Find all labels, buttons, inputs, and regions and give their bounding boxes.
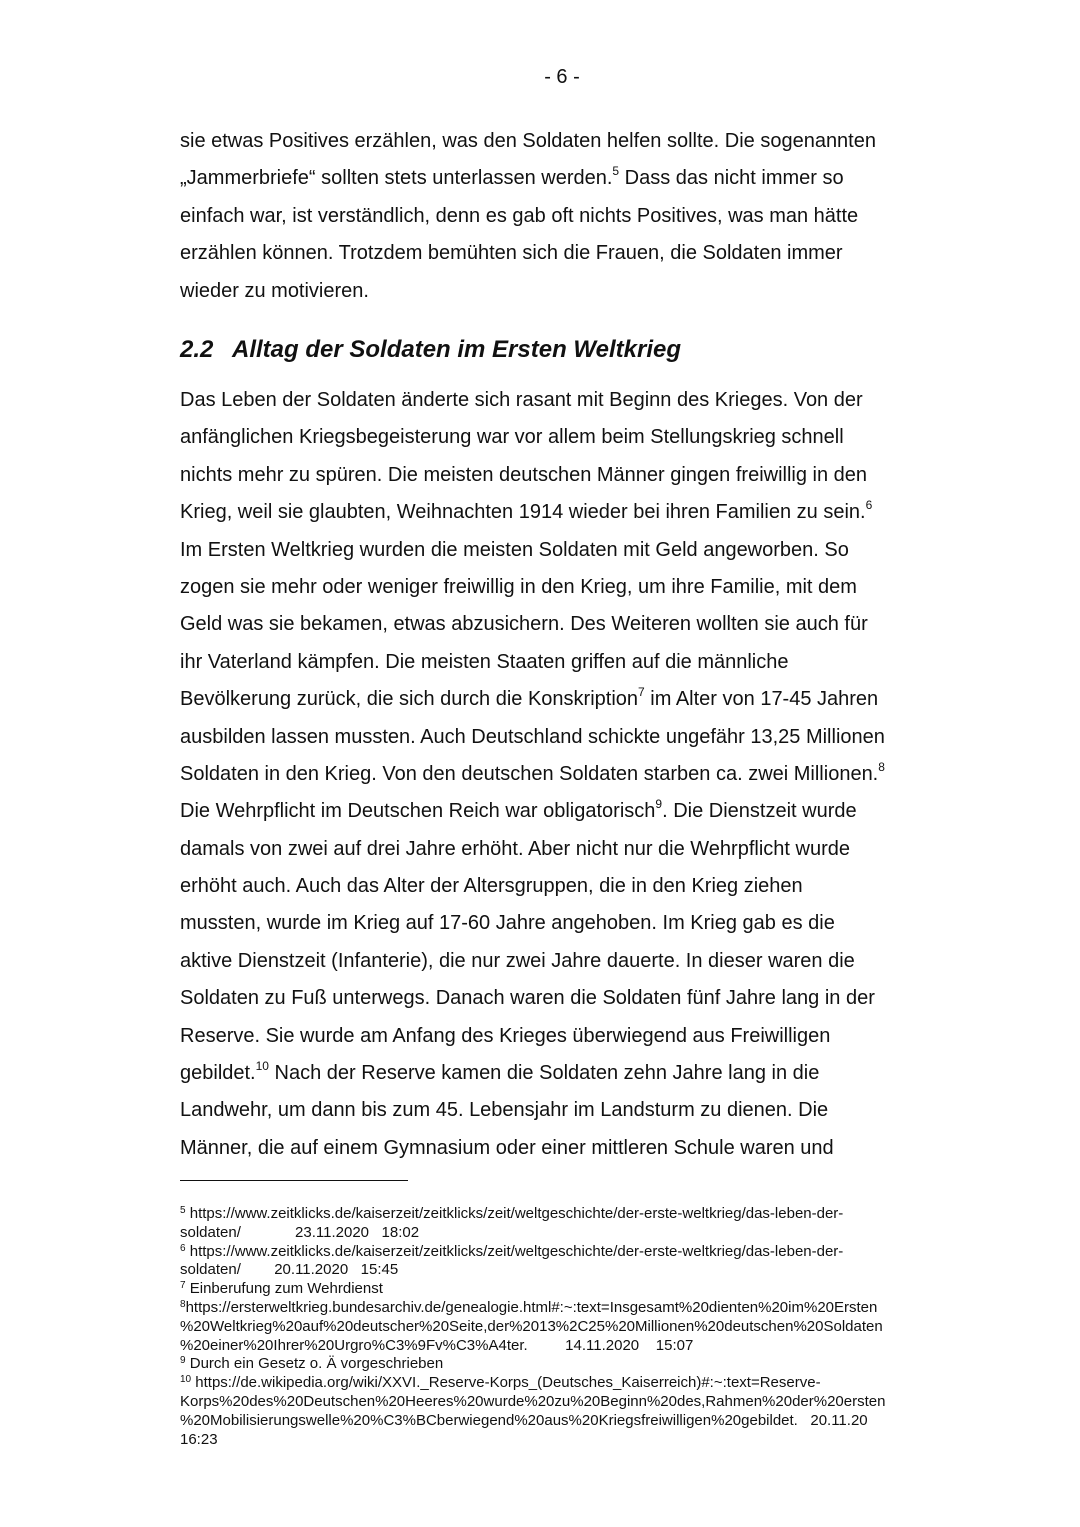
text-line: ihr Vaterland kämpfen. Die meisten Staaten griffen auf die männliche	[180, 650, 789, 673]
text-line: Im Ersten Weltkrieg wurden die meisten Soldaten mit Geld angeworben. So	[180, 538, 849, 561]
footnote-line: $^5$ https://www.zeitklicks.de/kaiserzeit/zeitklicks/zeit/weltgeschichte/der-erste-weltkrieg/das-leben-der-	[180, 1205, 844, 1222]
text-line: „Jammerbriefe“ sollten stets unterlassen werden.$^5$ Dass das nicht immer so	[180, 164, 844, 190]
footnote-line: soldaten/ 20.11.2020 15:45	[180, 1261, 399, 1279]
footnote-ref: 8	[878, 759, 885, 774]
text-line: mussten, wurde im Krieg auf 17-60 Jahre angehoben. Im Krieg gab es die	[180, 912, 835, 935]
footnote-line: $^9$ Durch ein Gesetz o. Ä vorgeschrieben	[180, 1355, 444, 1373]
footnote-line: %20Mobilisierungswelle%20%C3%BCberwiegend%20aus%20Kriegsfreiwilligen%20gebildet. 20.11.20	[180, 1411, 868, 1429]
footnote-line: %20einer%20Ihrer%20Urgro%C3%9Fv%C3%A4ter. 14.11.2020 15:07	[180, 1336, 694, 1354]
text-line: sie etwas Positives erzählen, was den Soldaten helfen sollte. Die sogenannten	[180, 130, 876, 152]
footnote-number: 7	[180, 1280, 186, 1292]
footnote-line: soldaten/ 23.11.2020 18:02	[180, 1223, 420, 1241]
text-line: damals von zwei auf drei Jahre erhöht. Aber nicht nur die Wehrpflicht wurde	[180, 837, 850, 860]
footnote-line: %20Weltkrieg%20auf%20deutscher%20Seite,der%2013%2C25%20Millionen%20deutschen%20Soldaten	[180, 1317, 883, 1335]
footnote-ref: 7	[638, 685, 645, 700]
text-line: Soldaten in den Krieg. Von den deutschen Soldaten starben ca. zwei Millionen.$^8$	[180, 759, 885, 785]
text-line: Bevölkerung zurück, die sich durch die Konskription$^7$ im Alter von 17-45 Jahren	[180, 685, 879, 711]
page-number: - 6 -	[544, 66, 580, 88]
footnote-number: 8	[180, 1298, 186, 1310]
text-line: Landwehr, um dann bis zum 45. Lebensjahr im Landsturm zu dienen. Die	[180, 1099, 829, 1122]
text-line: Die Wehrpflicht im Deutschen Reich war obligatorisch$^9$. Die Dienstzeit wurde	[180, 797, 857, 823]
footnote-line: $^8$https://ersterweltkrieg.bundesarchiv.de/genealogie.html#:~:text=Insgesamt%20dienten%20im%20Ersten	[180, 1298, 878, 1316]
footnote-line: $^{10}$ https://de.wikipedia.org/wiki/XXVI._Reserve-Korps_(Deutsches_Kaiserreich)#:~:text=Reserve-	[180, 1374, 821, 1392]
footnote-number: 6	[180, 1242, 186, 1254]
text-line: einfach war, ist verständlich, denn es gab oft nichts Positives, was man hätte	[180, 204, 859, 227]
text-line: Geld was sie bekamen, etwas abzusichern. Des Weiteren wollten sie auch für	[180, 613, 868, 636]
text-line: Das Leben der Soldaten änderte sich rasant mit Beginn des Krieges. Von der	[180, 389, 863, 411]
text-line: ausbilden lassen mussten. Auch Deutschland schickte ungefähr 13,25 Millionen	[180, 725, 885, 748]
footnote-number: 10	[180, 1374, 192, 1386]
text-line: Männer, die auf einem Gymnasium oder einer mittleren Schule waren und	[180, 1136, 834, 1159]
footnote-ref: 6	[865, 498, 873, 513]
footnotes	[180, 1205, 960, 1449]
text-line: Soldaten zu Fuß unterwegs. Danach waren die Soldaten fünf Jahre lang in der	[180, 987, 875, 1010]
text-line: Reserve. Sie wurde am Anfang des Krieges überwiegend aus Freiwilligen	[180, 1024, 831, 1047]
section-title: Alltag der Soldaten im Ersten Weltkrieg	[232, 336, 681, 363]
text-line: zogen sie mehr oder weniger freiwillig in den Krieg, um ihre Familie, mit dem	[180, 575, 857, 598]
footnote-ref: 9	[655, 797, 663, 812]
footnote-line: $^6$ https://www.zeitklicks.de/kaiserzeit/zeitklicks/zeit/weltgeschichte/der-erste-weltkrieg/das-leben-der-	[180, 1242, 844, 1260]
text-line: anfänglichen Kriegsbegeisterung war vor allem beim Stellungskrieg schnell	[180, 426, 844, 449]
footnote-line: Korps%20des%20Deutschen%20Heeres%20wurde%20zu%20Beginn%20des,Rahmen%20der%20ersten	[180, 1392, 886, 1410]
footnote-number: 5	[180, 1205, 186, 1216]
text-line: Krieg, weil sie glaubten, Weihnachten 1914 wieder bei ihren Familien zu sein.$^6$	[180, 498, 873, 524]
text-line: erzählen können. Trotzdem bemühten sich die Frauen, die Soldaten immer	[180, 242, 843, 265]
intro-paragraph	[180, 123, 950, 310]
text-line: erhöht auch. Auch das Alter der Altersgruppen, die in den Krieg ziehen	[180, 875, 803, 898]
footnote-line: 16:23	[180, 1430, 218, 1448]
main-paragraph	[180, 382, 950, 1167]
footnote-ref: 5	[612, 164, 620, 179]
footnote-separator	[180, 1180, 408, 1181]
text-line: gebildet.$^{10}$ Nach der Reserve kamen die Soldaten zehn Jahre lang in die	[180, 1059, 820, 1085]
text-line: nichts mehr zu spüren. Die meisten deutschen Männer gingen freiwillig in den	[180, 463, 868, 486]
text-line: wieder zu motivieren.	[180, 279, 369, 302]
text-line: aktive Dienstzeit (Infanterie), die nur zwei Jahre dauerte. In dieser waren die	[180, 949, 855, 972]
footnote-line: $^7$ Einberufung zum Wehrdienst	[180, 1280, 383, 1298]
footnote-ref: 10	[255, 1059, 269, 1074]
footnote-number: 9	[180, 1355, 186, 1367]
section-heading	[180, 336, 681, 364]
section-number: 2.2	[180, 336, 214, 363]
